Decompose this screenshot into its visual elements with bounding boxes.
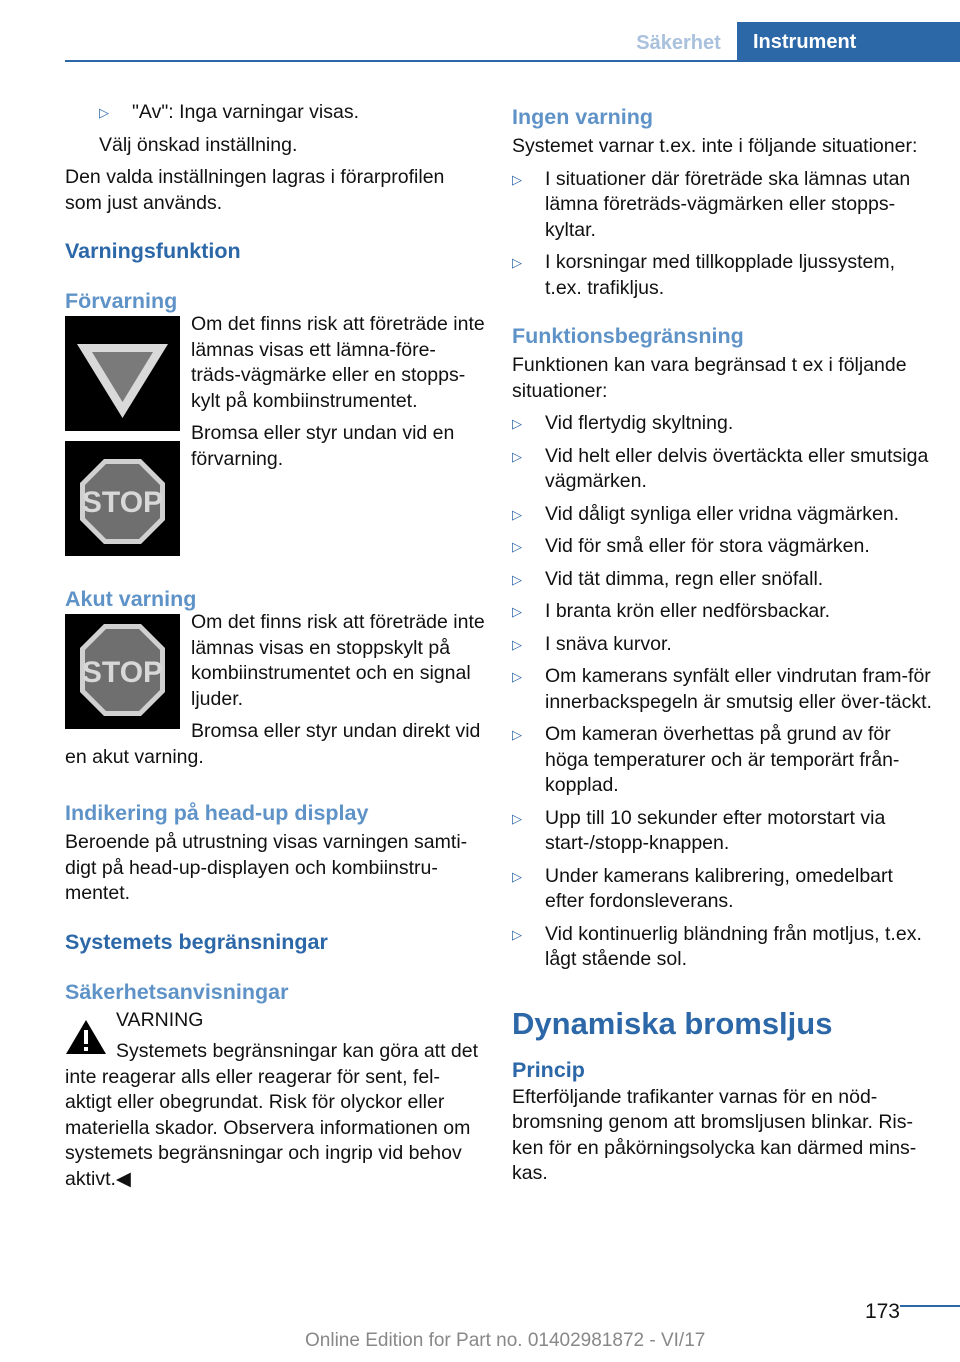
page-number: 173 [864,1300,900,1323]
list-item: ▷ "Av": Inga varningar visas. [99,100,485,126]
paragraph: Efterföljande trafikanter varnas för en nöd-bromsning genom att bromsljusen blinkar. Ris-ken för en påkörningsolycka kan därmed mins-kas. [512,1085,917,1184]
paragraph: Systemet varnar t.ex. inte i följande situationer: [512,135,918,157]
paragraph: Välj önskad inställning. [99,133,298,156]
bullet-triangle-icon: ▷ [512,571,522,587]
bullet-triangle-icon: ▷ [512,539,522,554]
heading-princip: Princip [512,1057,585,1082]
paragraph: Bromsa eller styr undan vid en förvarning. [191,422,455,470]
footer-divider [900,1305,960,1307]
list-item [512,632,932,658]
list-item-text: I korsningar med tillkopplade ljussystem, t.ex. trafikljus. [545,251,896,299]
list-item-text: Om kameran överhettas på grund av för höga temperaturer och är temporärt från-kopplad. [545,723,900,796]
list-item-text: I snäva kurvor. [545,632,672,655]
list-item-text: Vid flertydig skyltning. [545,412,734,434]
heading-ingen-varning: Ingen varning [512,105,653,129]
warning-label: VARNING [116,1008,204,1031]
paragraph: Den valda inställningen lagras i förarprofilen som just används. [65,166,445,214]
list-item-text: Vid för små eller för stora vägmärken. [545,535,870,557]
tab-instrument[interactable]: Instrument [737,22,960,62]
list-item [512,444,932,495]
list-item [512,250,932,301]
svg-text:STOP: STOP [81,656,164,689]
stop-sign-icon [65,441,180,556]
paragraph: Bromsa eller styr undan direkt vid en akut varning. [65,720,481,768]
bullet-triangle-icon: ▷ [512,416,522,431]
bullet-triangle-icon: ▷ [512,727,522,742]
list-item [512,567,932,593]
list-item [512,922,932,973]
bullet-triangle-icon: ▷ [512,926,522,942]
heading-sakerhetsanvisningar: Säkerhetsanvisningar [65,979,289,1004]
bullet-triangle-icon: ▷ [512,669,522,684]
right-column [512,100,932,1187]
bullet-triangle-icon: ▷ [512,255,522,270]
no-warning-list [512,167,932,302]
bullet-triangle-icon: ▷ [512,604,522,619]
bullet-triangle-icon: ▷ [512,810,522,826]
list-item-text: Vid helt eller delvis övertäckta eller smutsiga vägmärken. [545,444,929,492]
paragraph: Beroende på utrustning visas varningen samti-digt på head-up-displayen och kombiinstru-mentet. [65,831,468,904]
bullet-triangle-icon: ▷ [512,171,522,187]
list-item-text: Under kamerans kalibrering, omedelbart efter fordonsleverans. [545,864,893,912]
bullet-triangle-icon: ▷ [512,448,522,464]
list-item [512,722,932,799]
list-item [512,864,932,915]
list-item [512,534,932,560]
func-limit-list [512,411,932,973]
bullet-triangle-icon: ▷ [512,636,522,652]
paragraph: Funktionen kan vara begränsad t ex i följande situationer: [512,354,907,402]
heading-dynamiska-bromsljus: Dynamiska bromsljus [512,1005,833,1041]
list-item [512,167,932,244]
list-item-text: Vid tät dimma, regn eller snöfall. [545,567,824,590]
list-item-text: Om kamerans synfält eller vindrutan fram-för innerbackspegeln är smutsig eller över-täckt. [545,665,932,713]
bullet-triangle-icon: ▷ [512,506,522,522]
list-item [512,599,932,625]
list-item [512,806,932,857]
list-item-text: Upp till 10 sekunder efter motorstart via start-/stopp-knappen. [545,806,886,854]
list-item-text: I branta krön eller nedförsbackar. [545,600,831,622]
heading-forvarning: Förvarning [65,289,178,313]
paragraph: Om det finns risk att företräde inte lämnas visas en stoppskylt på kombiinstrumentet och en signal ljuder. [191,611,485,710]
bullet-triangle-icon: ▷ [99,105,109,120]
svg-text:STOP: STOP [81,486,164,519]
heading-systemets-begransningar: Systemets begränsningar [65,929,328,954]
list-item [512,411,932,437]
list-item [512,664,932,715]
heading-varningsfunktion: Varningsfunktion [65,239,241,263]
stop-sign-icon [65,614,180,729]
yield-sign-icon [65,316,180,431]
list-item-text: I situationer där företräde ska lämnas utan lämna företräds-vägmärken eller stopps-kyltar. [545,167,911,241]
tab-sakerhet[interactable]: Säkerhet [636,32,721,54]
heading-funktionsbegransning: Funktionsbegränsning [512,324,744,348]
warning-text: Systemets begränsningar kan göra att det inte reagerar alls eller reagerar för sent, fel-aktigt eller obegrundat. Risk för olyckor eller materiella skador. Observera informationen om systemets begränsningar och ingrip vid behov aktivt.◀ [65,1040,479,1190]
paragraph: Om det finns risk att företräde inte lämnas visas ett lämna-före-träds-vägmärke eller en stopps-kylt på kombiinstrumentet. [191,313,485,412]
list-item [512,502,932,528]
header-divider [65,60,960,62]
left-column [65,100,485,1192]
list-item-text: Vid kontinuerlig bländning från motljus, t.ex. lågt stående sol. [545,922,922,970]
heading-head-up-display: Indikering på head-up display [65,801,369,825]
warning-triangle-icon [65,1018,107,1056]
edition-text: Online Edition for Part no. 01402981872 - VI/17 [305,1330,706,1351]
heading-akut-varning: Akut varning [65,587,197,611]
bullet-triangle-icon: ▷ [512,868,522,884]
list-item-text: Vid dåligt synliga eller vridna vägmärken. [545,502,900,525]
